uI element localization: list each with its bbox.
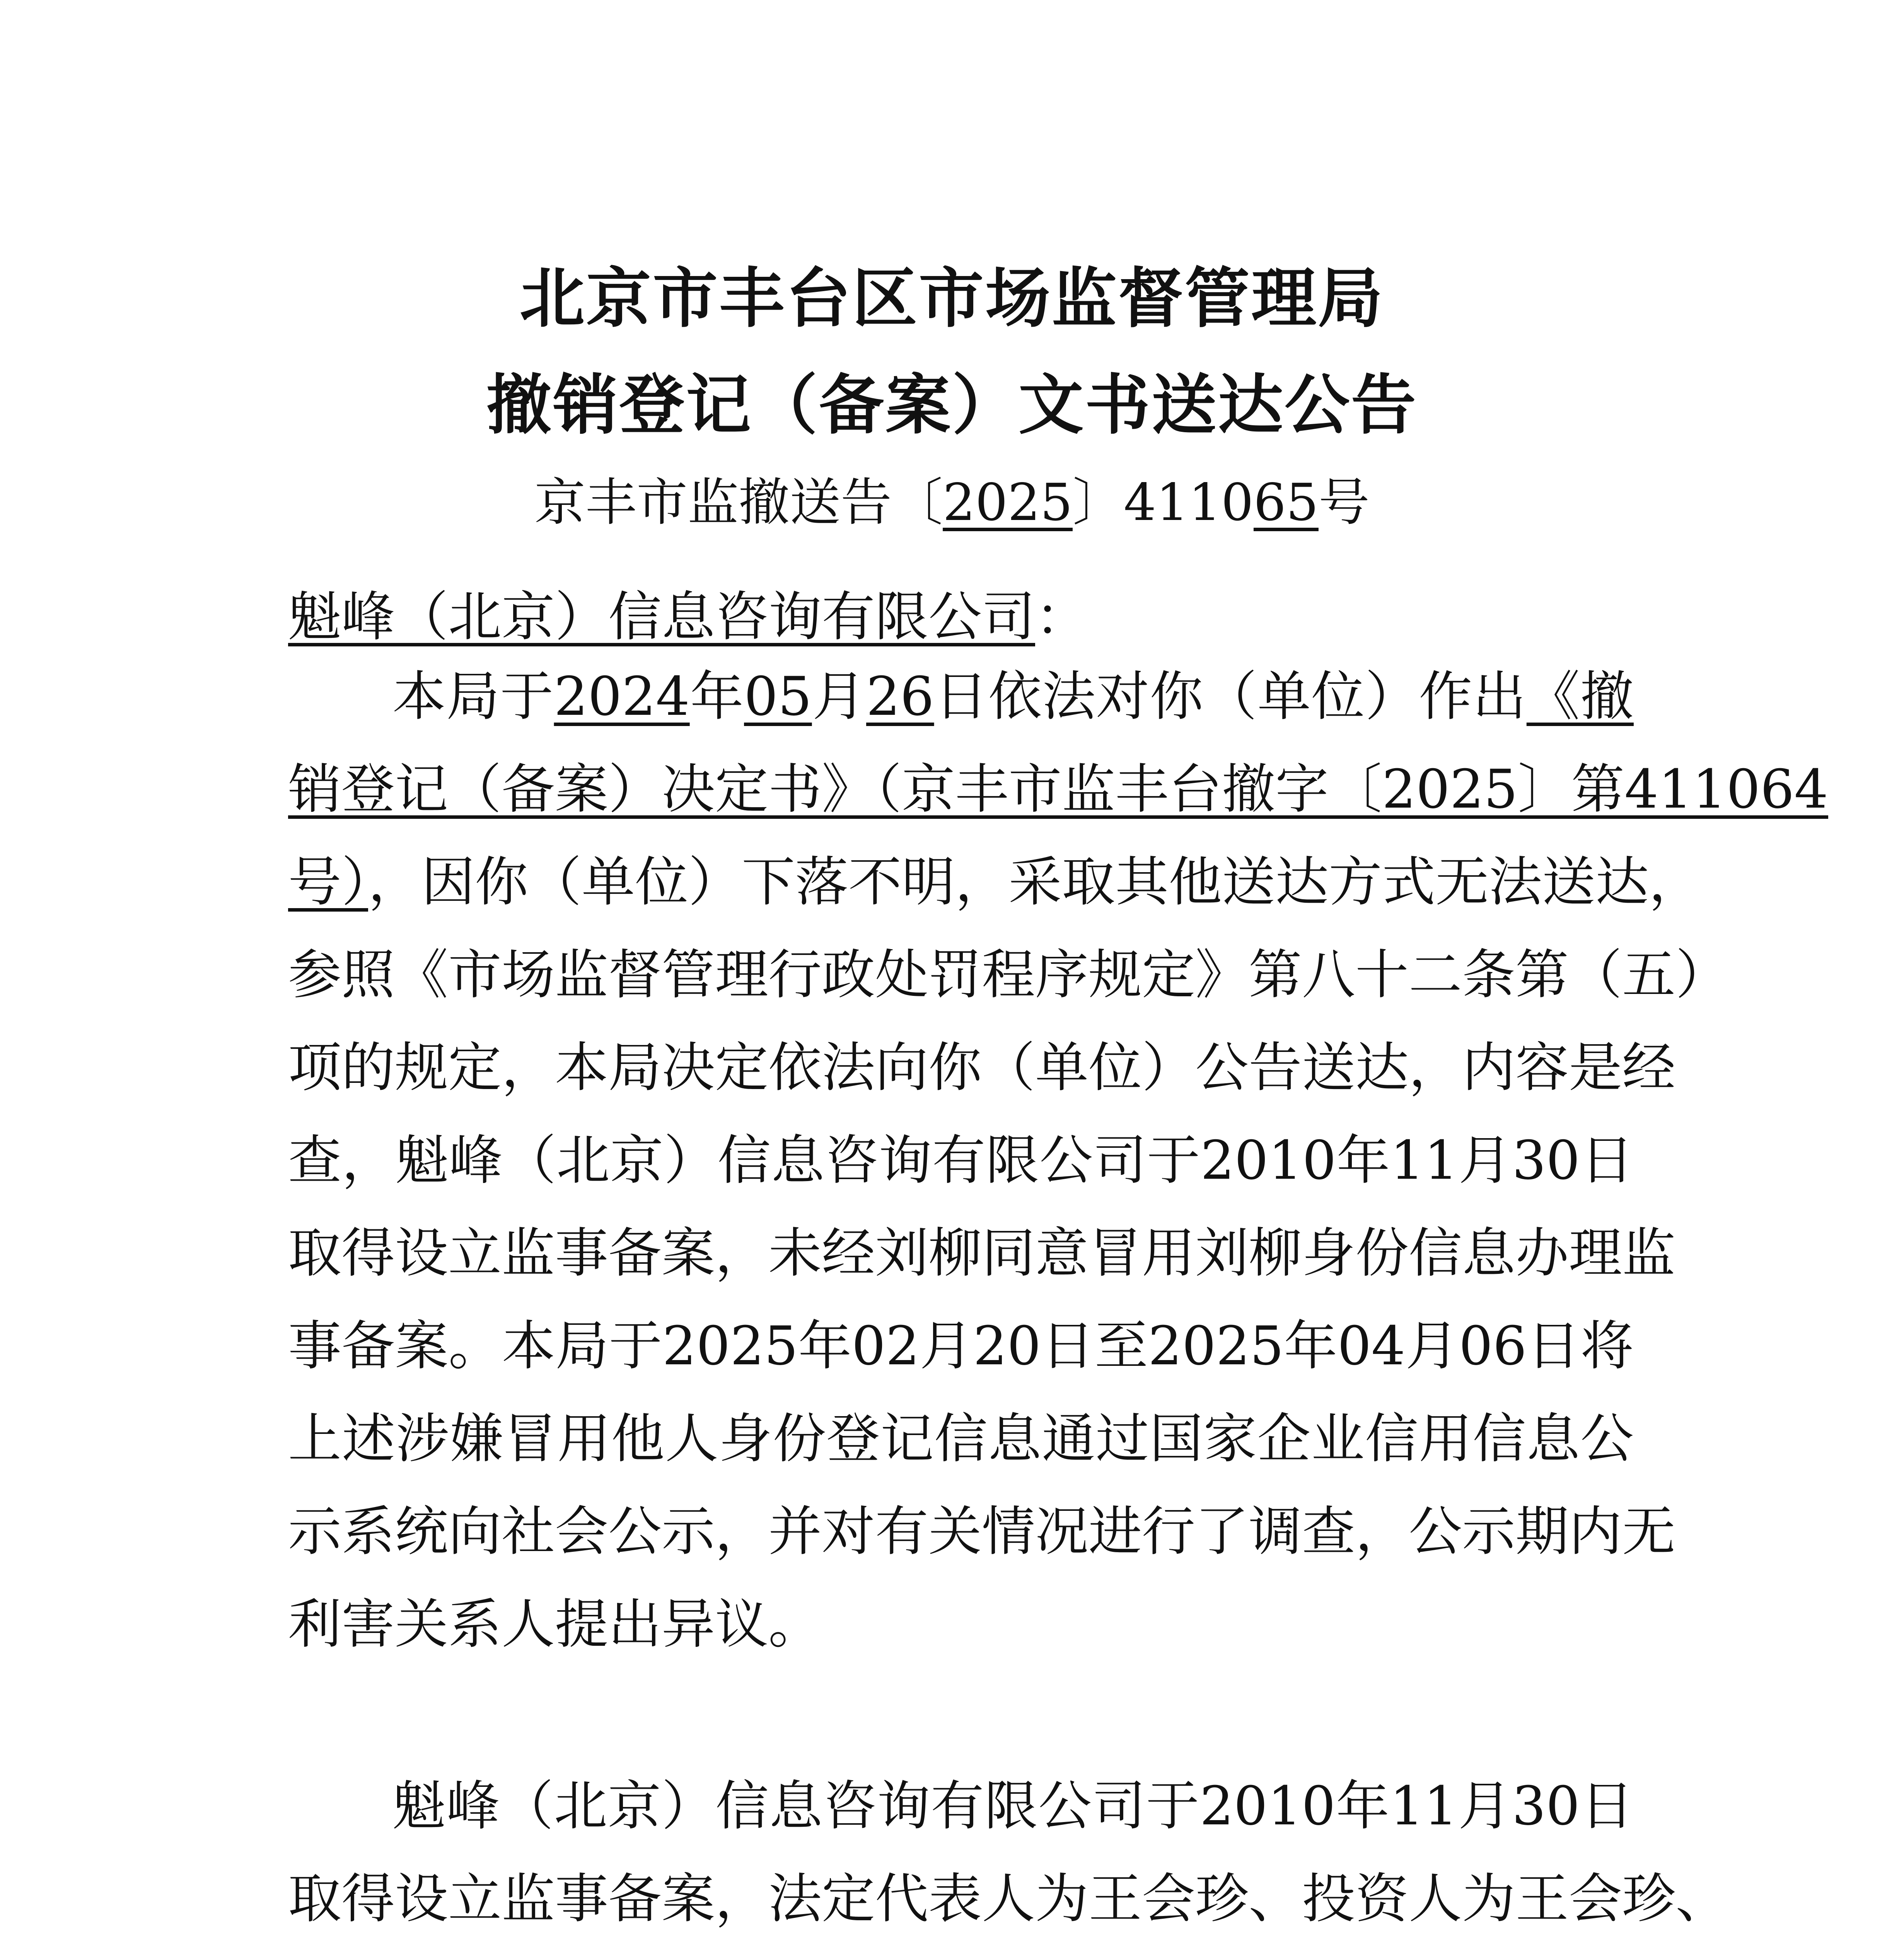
doc-number-serial: 65 <box>1253 473 1319 532</box>
body-line: 上述涉嫌冒用他人身份登记信息通过国家企业信用信息公 <box>288 1408 1634 1470</box>
body-line: 本局于2024年05月26日依法对你（单位）作出《撤 <box>392 665 1634 728</box>
body-line: 事备案。本局于2025年02月20日至2025年04月06日将 <box>288 1315 1634 1377</box>
body-line: 利害关系人提出异议。 <box>288 1593 822 1655</box>
decision-title-end: 号） <box>288 851 369 913</box>
body-line: 号），因你（单位）下落不明，采取其他送达方式无法送达， <box>288 851 1703 913</box>
decision-day: 26 <box>866 665 934 728</box>
document-number <box>0 464 1904 541</box>
decision-title-start: 《撤 <box>1526 665 1634 728</box>
decision-year: 2024 <box>554 665 690 728</box>
body-line: 参照《市场监督管理行政处罚程序规定》第八十二条第（五） <box>288 944 1729 1006</box>
doc-number-suffix: 号 <box>1318 473 1370 532</box>
paragraph2-line: 取得设立监事备案，法定代表人为王会珍、投资人为王会珍、 <box>288 1868 1729 1930</box>
recipient-name: 魁峰（北京）信息咨询有限公司 <box>288 586 1036 648</box>
doc-number-year: 2025 <box>943 473 1073 532</box>
recipient-colon: ： <box>1035 586 1089 648</box>
paragraph2-line: 魁峰（北京）信息咨询有限公司于2010年11月30日 <box>392 1775 1634 1837</box>
doc-number-prefix: 京丰市监撤送告〔 <box>534 473 943 532</box>
body-line <box>288 751 1828 828</box>
doc-number-mid: 〕4110 <box>1073 473 1254 532</box>
body-line: 取得设立监事备案，未经刘柳同意冒用刘柳身份信息办理监 <box>288 1222 1676 1284</box>
document-title-authority: 北京市丰台区市场监督管理局 <box>520 261 1384 336</box>
document-title-notice: 撤销登记（备案）文书送达公告 <box>486 367 1418 443</box>
body-line: 示系统向社会公示，并对有关情况进行了调查，公示期内无 <box>288 1500 1676 1563</box>
body-line: 查，魁峰（北京）信息咨询有限公司于2010年11月30日 <box>288 1129 1634 1192</box>
recipient-line <box>288 578 1634 656</box>
decision-month: 05 <box>744 665 812 728</box>
body-line: 项的规定，本局决定依法向你（单位）公告送达，内容是经 <box>288 1036 1676 1099</box>
decision-title: 销登记（备案）决定书》（京丰市监丰台撤字〔2025〕第411064 <box>288 758 1828 820</box>
